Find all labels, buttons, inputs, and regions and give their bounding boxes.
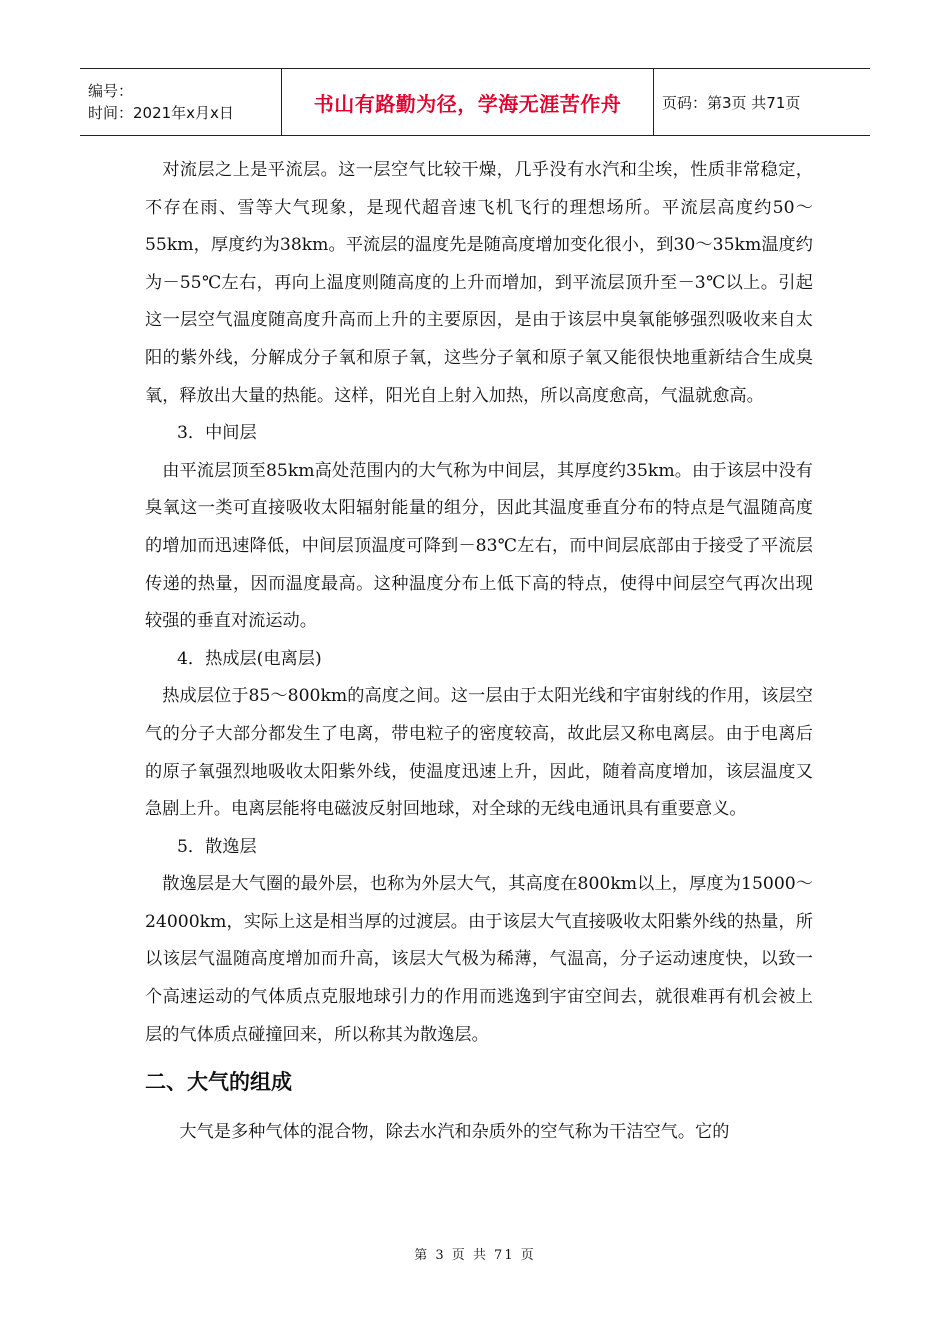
paragraph-exosphere: 散逸层是大气圈的最外层，也称为外层大气，其高度在800km以上，厚度为15000～24000km，实际上这是相当厚的过渡层。由于该层大气直接吸收太阳紫外线的热量，所以该层气温随高度增加而升高，该层大气极为稀薄，气温高，分子运动速度快，以致一个高速运动的气体质点克服地球引力的作用而逃逸到宇宙空间去，就很难再有机会被上层的气体质点碰撞回来，所以称其为散逸层。 <box>145 874 813 1045</box>
paragraph-mesosphere: 由平流层顶至85km高处范围内的大气称为中间层，其厚度约35km。由于该层中没有臭氧这一类可直接吸收太阳辐射能量的组分，因此其温度垂直分布的特点是气温随高度的增加而迅速降低，中间层顶温度可降到－83℃左右，而中间层底部由于接受了平流层传递的热量，因而温度最高。这种温度分布上低下高的特点，使得中间层空气再次出现较强的垂直对流运动。 <box>145 460 813 632</box>
header-meta <box>80 69 282 135</box>
number-label: 编号： <box>88 82 134 100</box>
section-title: 二、大气的组成 <box>145 1070 292 1095</box>
heading-exosphere: 5．散逸层 <box>177 836 257 857</box>
paragraph-composition: 大气是多种气体的混合物，除去水汽和杂质外的空气称为干洁空气。它的 <box>179 1122 730 1143</box>
heading-thermosphere: 4．热成层(电离层) <box>177 648 322 669</box>
motto: 书山有路勤为径，学海无涯苦作舟 <box>313 91 622 116</box>
page-header <box>80 68 870 136</box>
page-footer: 第 3 页 共 71 页 <box>414 1248 536 1263</box>
heading-mesosphere: 3．中间层 <box>177 423 257 444</box>
header-page-code-cell <box>654 69 870 135</box>
page-code: 页码：第3页 共71页 <box>662 93 801 112</box>
paragraph-thermosphere: 热成层位于85～800km的高度之间。这一层由于太阳光线和宇宙射线的作用，该层空气的分子大部分都发生了电离，带电粒子的密度较高，故此层又称电离层。由于电离后的原子氧强烈地吸收太阳紫外线，使温度迅速上升，因此，随着高度增加，该层温度又急剧上升。电离层能将电磁波反射回地球，对全球的无线电通讯具有重要意义。 <box>145 686 813 820</box>
paragraph-stratosphere: 对流层之上是平流层。这一层空气比较干燥，几乎没有水汽和尘埃，性质非常稳定，不存在雨、雪等大气现象，是现代超音速飞机飞行的理想场所。平流层高度约50～55km，厚度约为38km。平流层的温度先是随高度增加变化很小，到30～35km温度约为－55℃左右，再向上温度则随高度的上升而增加，到平流层顶升至－3℃以上。引起这一层空气温度随高度升高而上升的主要原因，是由于该层中臭氧能够强烈吸收来自太阳的紫外线，分解成分子氧和原子氧，这些分子氧和原子氧又能很快地重新结合生成臭氧，释放出大量的热能。这样，阳光自上射入加热，所以高度愈高，气温就愈高。 <box>145 160 813 406</box>
header-motto-cell <box>282 69 654 135</box>
document-body <box>145 152 813 1152</box>
time-label: 时间：2021年x月x日 <box>88 104 234 122</box>
